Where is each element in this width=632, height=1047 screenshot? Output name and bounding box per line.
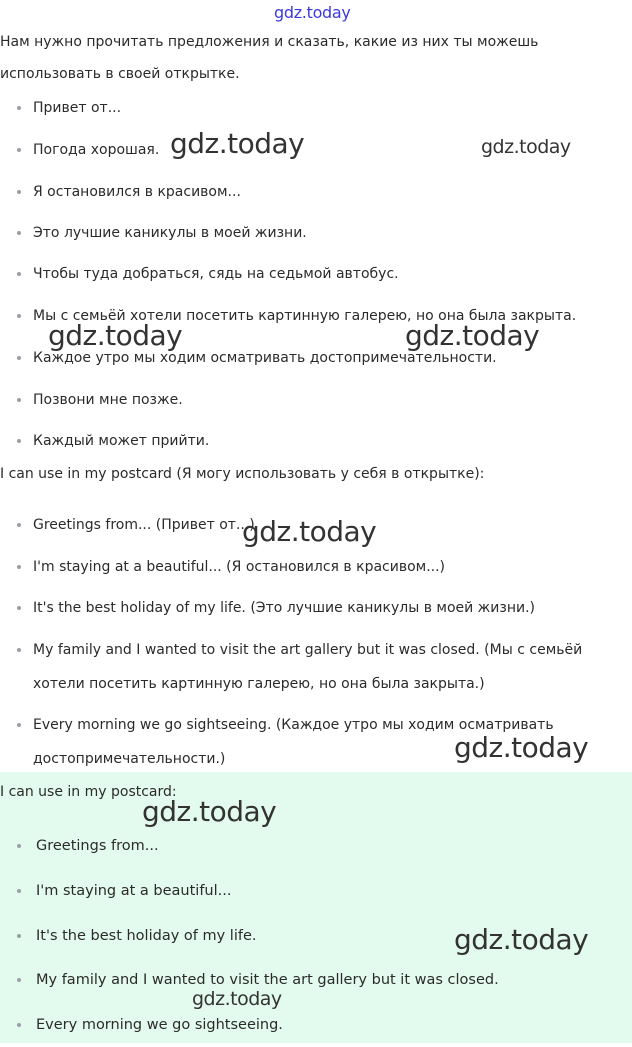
watermark: gdz.today bbox=[481, 136, 571, 158]
watermark: gdz.today bbox=[192, 988, 282, 1010]
bullet-icon bbox=[17, 606, 21, 610]
bullet-icon bbox=[17, 231, 21, 235]
bullet-icon bbox=[17, 978, 21, 982]
watermark: gdz.today bbox=[454, 923, 589, 956]
bullet-icon bbox=[17, 314, 21, 318]
watermark: gdz.today bbox=[170, 127, 305, 160]
site-logo[interactable]: gdz.today bbox=[274, 3, 351, 22]
bullet-icon bbox=[17, 1023, 21, 1027]
watermark: gdz.today bbox=[405, 319, 540, 352]
bullet-icon bbox=[17, 723, 21, 727]
bullet-icon bbox=[17, 398, 21, 402]
bullet-icon bbox=[17, 356, 21, 360]
bullet-icon bbox=[17, 106, 21, 110]
bullet-icon bbox=[17, 272, 21, 276]
answer-box: I can use in my postcard: Greetings from... I'm staying at a beautiful... It's the best holiday of my life. My family and I wanted to visit the art gallery but it was closed. Every morning we go sightseeing. bbox=[0, 772, 632, 1043]
bullet-icon bbox=[17, 889, 21, 893]
bullet-icon bbox=[17, 439, 21, 443]
intro-text: Нам нужно прочитать предложения и сказать, какие из них ты можешь использовать в своей открытке. bbox=[0, 34, 539, 82]
watermark: gdz.today bbox=[454, 731, 589, 764]
bullet-icon bbox=[17, 148, 21, 152]
bullet-icon bbox=[17, 190, 21, 194]
bullet-icon bbox=[17, 523, 21, 527]
watermark: gdz.today bbox=[142, 795, 277, 828]
bullet-icon bbox=[17, 934, 21, 938]
watermark: gdz.today bbox=[242, 515, 377, 548]
can-use-heading: I can use in my postcard (Я могу использовать у себя в открытке): bbox=[0, 466, 485, 482]
bullet-icon bbox=[17, 565, 21, 569]
bullet-icon bbox=[17, 844, 21, 848]
answer-heading: I can use in my postcard: bbox=[0, 784, 177, 800]
watermark: gdz.today bbox=[48, 319, 183, 352]
bullet-icon bbox=[17, 648, 21, 652]
